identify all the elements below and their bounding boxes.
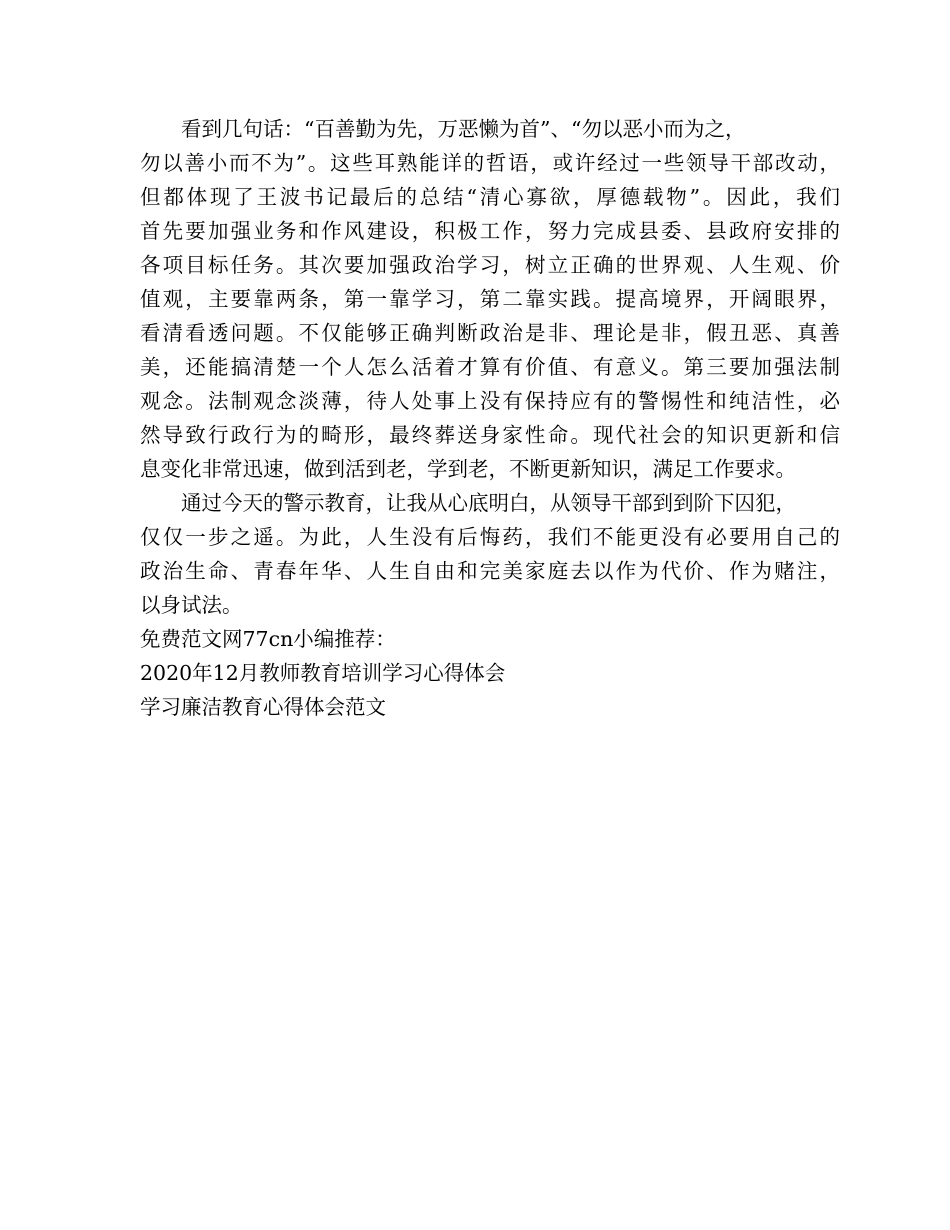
paragraph-line: 然导致行政行为的畸形，最终葬送身家性命。现代社会的知识更新和信	[140, 423, 840, 447]
recommend-item[interactable]	[140, 656, 840, 690]
paragraph-line: 息变化非常迅速，做到活到老，学到老，不断更新知识，满足工作要求。	[140, 457, 796, 481]
paragraph-line: 值观，主要靠两条，第一靠学习，第二靠实践。提高境界，开阔眼界，	[140, 287, 840, 311]
paragraph-warning-lessons	[140, 112, 840, 486]
recommend-label: 免费范文网77cn小编推荐：	[140, 627, 396, 651]
paragraph-line: 美，还能搞清楚一个人怎么活着才算有价值、有意义。第三要加强法制	[140, 355, 840, 379]
recommend-link[interactable]: 2020年12月教师教育培训学习心得体会	[140, 661, 506, 685]
recommend-item[interactable]	[140, 690, 840, 724]
paragraph-line: 各项目标任务。其次要加强政治学习，树立正确的世界观、人生观、价	[140, 253, 840, 277]
paragraph-line: 看到几句话：“百善勤为先，万恶懒为首”、“勿以恶小而为之，	[181, 117, 746, 141]
document-body	[140, 112, 840, 724]
recommend-link[interactable]: 学习廉洁教育心得体会范文	[140, 695, 386, 719]
paragraph-line: 政治生命、青春年华、人生自由和完美家庭去以作为代价、作为赌注，	[140, 559, 840, 583]
paragraph-line: 观念。法制观念淡薄，待人处事上没有保持应有的警惕性和纯洁性，必	[140, 389, 840, 413]
paragraph-line: 以身试法。	[140, 593, 243, 617]
paragraph-line: 看清看透问题。不仅能够正确判断政治是非、理论是非，假丑恶、真善	[140, 321, 840, 345]
paragraph-line: 但都体现了王波书记最后的总结“清心寡欲，厚德载物”。因此，我们	[140, 185, 840, 209]
paragraph-line: 仅仅一步之遥。为此，人生没有后悔药，我们不能更没有必要用自己的	[140, 525, 840, 549]
paragraph-line: 通过今天的警示教育，让我从心底明白，从领导干部到到阶下囚犯，	[181, 491, 796, 515]
paragraph-conclusion	[140, 486, 840, 622]
paragraph-line: 首先要加强业务和作风建设，积极工作，努力完成县委、县政府安排的	[140, 219, 840, 243]
paragraph-line: 勿以善小而不为”。这些耳熟能详的哲语，或许经过一些领导干部改动，	[140, 151, 840, 175]
